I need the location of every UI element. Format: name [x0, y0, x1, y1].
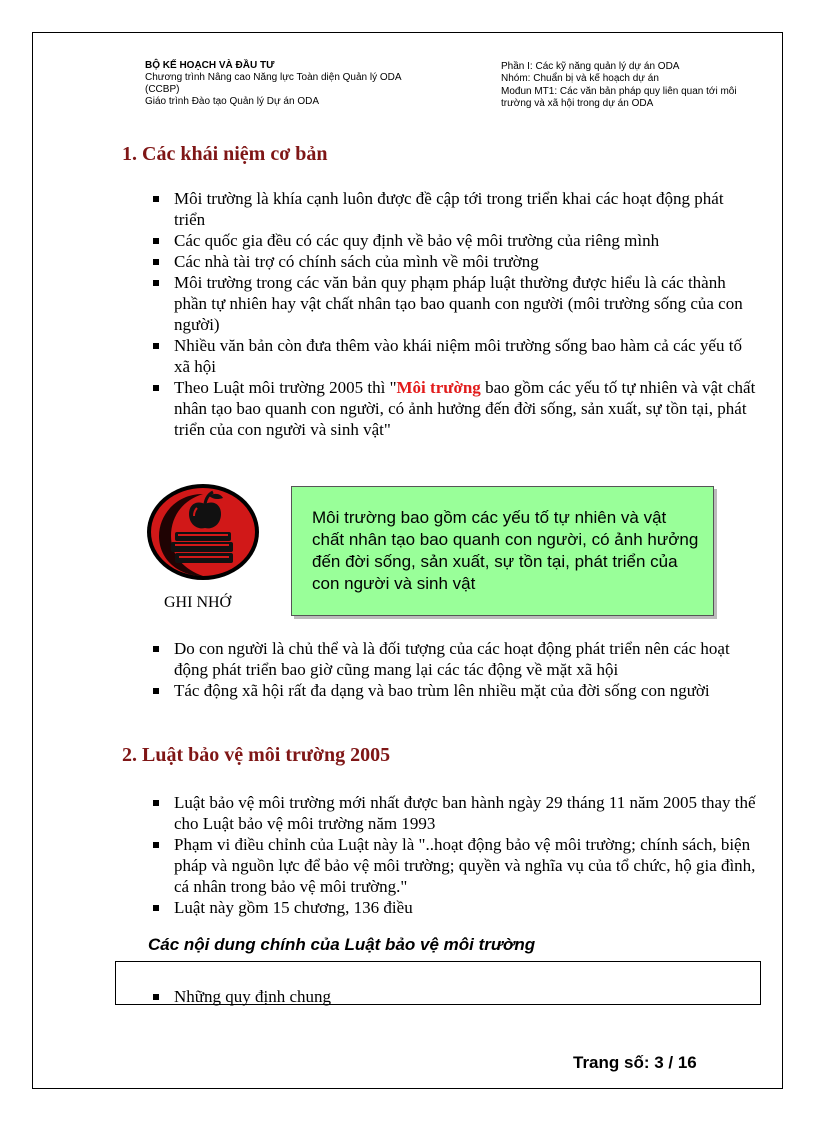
content-list — [148, 986, 748, 1007]
section-1-bullets — [148, 188, 758, 440]
list-item: Do con người là chủ thể và là đối tượng của các hoạt động phát triển nên các hoạt động phát triển bao giờ cũng mang lại các tác động về mặt xã hội — [148, 638, 758, 680]
section-2-bullets — [148, 792, 758, 918]
list-item: Môi trường là khía cạnh luôn được đề cập tới trong triển khai các hoạt động phát triển — [148, 188, 758, 230]
list-item: Các nhà tài trợ có chính sách của mình về môi trường — [148, 251, 758, 272]
section-1-title: 1. Các khái niệm cơ bản — [122, 143, 328, 165]
header-left — [145, 60, 475, 108]
note-box — [291, 486, 714, 616]
law-definition-before: Theo Luật môi trường 2005 thì " — [174, 378, 397, 397]
law-definition-item — [148, 377, 758, 440]
note-text: Môi trường bao gồm các yếu tố tự nhiên và vật chất nhân tạo bao quanh con người, có ảnh hưởng đến đời sống, sản xuất, sự tồn tại, phát triển của con người và sinh vật — [312, 508, 699, 593]
list-item: Nhiều văn bản còn đưa thêm vào khái niệm môi trường sống bao hàm cả các yếu tố xã hội — [148, 335, 758, 377]
law-definition-after: bao gồm các yếu tố tự nhiên và vật chất nhân tạo bao quanh con người, có ảnh hưởng đến đời sống, sản xuất, sự tồn tại, phát triển của con người và sinh vật" — [174, 378, 756, 439]
apple-books-icon — [145, 482, 265, 582]
note-label: GHI NHỚ — [164, 594, 232, 611]
header-module: Mođun MT1: Các văn bản pháp quy liên quan tới môi trường và xã hội trong dự án ODA — [501, 85, 737, 109]
header-org: BỘ KẾ HOẠCH VÀ ĐẦU TƯ — [145, 60, 275, 71]
section-2-title: 2. Luật bảo vệ môi trường 2005 — [122, 744, 391, 766]
list-item: Các quốc gia đều có các quy định về bảo vệ môi trường của riêng mình — [148, 230, 758, 251]
highlight-term: Môi trường — [396, 378, 481, 397]
list-item: Môi trường trong các văn bản quy phạm pháp luật thường được hiểu là các thành phần tự nhiên hay vật chất nhân tạo bao quanh con người (môi trường sống của con người) — [148, 272, 758, 335]
header-part: Phần I: Các kỹ năng quản lý dự án ODA — [501, 61, 680, 72]
subheading: Các nội dung chính của Luật bảo vệ môi trường — [148, 935, 536, 954]
social-impact-bullets — [148, 638, 758, 701]
list-item: Phạm vi điều chỉnh của Luật này là "..hoạt động bảo vệ môi trường; chính sách, biện pháp và nguồn lực để bảo vệ môi trường; quyền và nghĩa vụ của tổ chức, hộ gia đình, cá nhân trong bảo vệ môi trường." — [148, 834, 758, 897]
header-curriculum: Giáo trình Đào tạo Quản lý Dự án ODA — [145, 96, 319, 107]
list-item: Luật bảo vệ môi trường mới nhất được ban hành ngày 29 tháng 11 năm 2005 thay thế cho Luật bảo vệ môi trường năm 1993 — [148, 792, 758, 834]
list-item: Những quy định chung — [148, 986, 748, 1007]
page-number: Trang số: 3 / 16 — [573, 1053, 697, 1072]
header-group: Nhóm: Chuẩn bị và kế hoạch dự án — [501, 73, 659, 85]
header-program-abbr: (CCBP) — [145, 84, 180, 95]
list-item: Tác động xã hội rất đa dạng và bao trùm lên nhiều mặt của đời sống con người — [148, 680, 758, 701]
header-program: Chương trình Nâng cao Năng lực Toàn diện Quản lý ODA — [145, 72, 402, 83]
header-right — [501, 61, 741, 110]
list-item: Luật này gồm 15 chương, 136 điều — [148, 897, 758, 918]
